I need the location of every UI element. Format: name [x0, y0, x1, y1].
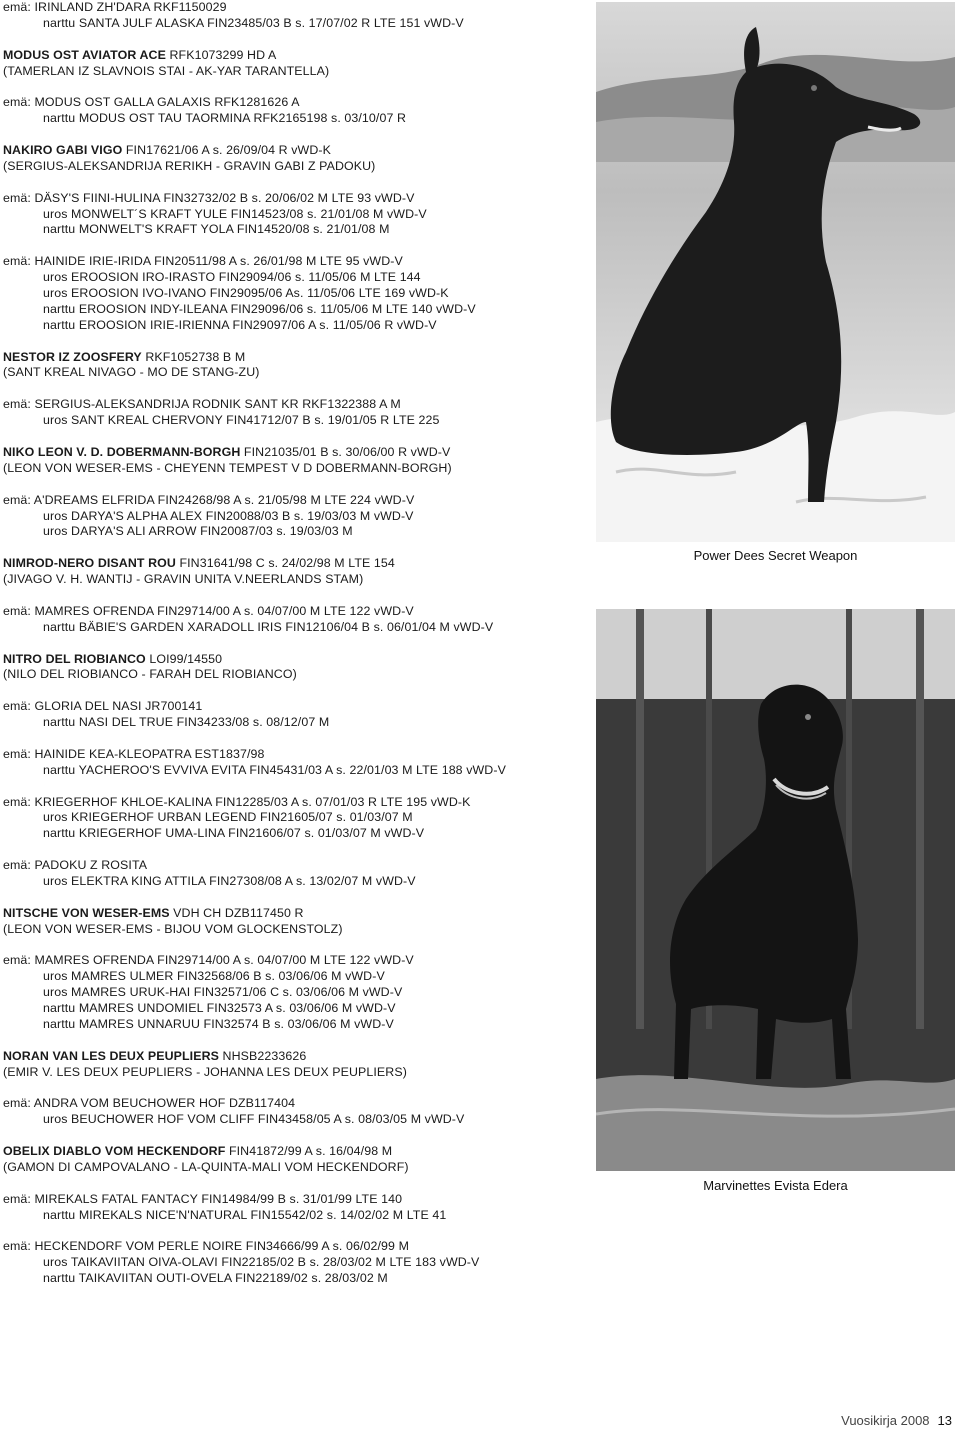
text-line: uros ELEKTRA KING ATTILA FIN27308/08 A s. 13/02/07 M vWD-V: [43, 873, 416, 888]
text-line: narttu EROOSION INDY-ILEANA FIN29096/06 s. 11/05/06 M LTE 140 vWD-V: [43, 301, 476, 316]
dog-photo-snow: [596, 2, 955, 542]
text-line: uros MONWELT´S KRAFT YULE FIN14523/08 s. 21/01/08 M vWD-V: [43, 206, 427, 221]
dog-registration: FIN21035/01 B s. 30/06/00 R vWD-V: [240, 444, 451, 459]
text-line: emä: DÄSY'S FIINI-HULINA FIN32732/02 B s. 20/06/02 M LTE 93 vWD-V: [3, 190, 415, 205]
text-line: uros KRIEGERHOF URBAN LEGEND FIN21605/07 s. 01/03/07 M: [43, 810, 413, 825]
dog-entry-heading: [3, 143, 588, 159]
text-line: narttu NASI DEL TRUE FIN34233/08 s. 08/12/07 M: [43, 715, 330, 730]
text-line: uros SANT KREAL CHERVONY FIN41712/07 B s. 19/01/05 R LTE 225: [43, 413, 440, 428]
text-line: emä: A'DREAMS ELFRIDA FIN24268/98 A s. 21/05/98 M LTE 224 vWD-V: [3, 492, 415, 507]
dog-photo-stone: [596, 609, 955, 1171]
text-line: emä: GLORIA DEL NASI JR700141: [3, 699, 203, 714]
text-line: narttu MODUS OST TAU TAORMINA RFK2165198 s. 03/10/07 R: [43, 111, 407, 126]
text-line: (LEON VON WESER-EMS - CHEYENN TEMPEST V D DOBERMANN-BORGH): [3, 460, 452, 475]
text-line: narttu MAMRES UNDOMIEL FIN32573 A s. 03/06/06 M vWD-V: [43, 1001, 396, 1016]
dog-entry-heading: [3, 1144, 588, 1160]
text-line: narttu SANTA JULF ALASKA FIN23485/03 B s. 17/07/02 R LTE 151 vWD-V: [43, 15, 464, 30]
dog-entry-heading: [3, 906, 588, 922]
dog-registration: NHSB2233626: [219, 1048, 307, 1063]
dog-registration: VDH CH DZB117450 R: [169, 905, 304, 920]
dog-entry-heading: [3, 1049, 588, 1065]
text-line: uros MAMRES ULMER FIN32568/06 B s. 03/06/06 M vWD-V: [43, 969, 385, 984]
text-line: narttu MAMRES UNNARUU FIN32574 B s. 03/06/06 M vWD-V: [43, 1017, 394, 1031]
photo-caption: Power Dees Secret Weapon: [693, 548, 858, 563]
dog-entry-heading: [3, 445, 588, 461]
text-line: (JIVAGO V. H. WANTIJ - GRAVIN UNITA V.NEERLANDS STAM): [3, 572, 364, 587]
text-line: uros TAIKAVIITAN OIVA-OLAVI FIN22185/02 B s. 28/03/02 M LTE 183 vWD-V: [43, 1255, 480, 1270]
dog-registration: FIN17621/06 A s. 26/09/04 R vWD-K: [122, 143, 331, 158]
dog-name: NESTOR IZ ZOOSFERY: [3, 349, 142, 364]
dog-name: NIKO LEON V. D. DOBERMANN-BORGH: [3, 444, 241, 459]
text-line: (LEON VON WESER-EMS - BIJOU VOM GLOCKENSTOLZ): [3, 921, 343, 936]
dog-registration: LOI99/14550: [145, 651, 223, 666]
text-line: narttu KRIEGERHOF UMA-LINA FIN21606/07 s. 01/03/07 M vWD-V: [43, 826, 425, 841]
dog-registration: RFK1073299 HD A: [165, 47, 277, 62]
text-line: narttu MIREKALS NICE'N'NATURAL FIN15542/02 s. 14/02/02 M LTE 41: [43, 1207, 447, 1222]
text-line: emä: MIREKALS FATAL FANTACY FIN14984/99 B s. 31/01/99 LTE 140: [3, 1191, 403, 1206]
text-line: (SANT KREAL NIVAGO - MO DE STANG-ZU): [3, 365, 260, 380]
text-line: emä: PADOKU Z ROSITA: [3, 858, 148, 873]
dog-registration: FIN31641/98 C s. 24/02/98 M LTE 154: [175, 556, 395, 571]
text-line: uros DARYA'S ALI ARROW FIN20087/03 s. 19/03/03 M: [43, 524, 353, 539]
text-line: emä: MAMRES OFRENDA FIN29714/00 A s. 04/07/00 M LTE 122 vWD-V: [3, 953, 414, 968]
text-line: narttu TAIKAVIITAN OUTI-OVELA FIN22189/02 s. 28/03/02 M: [43, 1271, 388, 1286]
text-line: (EMIR V. LES DEUX PEUPLIERS - JOHANNA LES DEUX PEUPLIERS): [3, 1064, 407, 1079]
dog-name: NITRO DEL RIOBIANCO: [3, 651, 146, 666]
text-line: emä: ANDRA VOM BEUCHOWER HOF DZB117404: [3, 1096, 296, 1111]
page-footer: [841, 1413, 952, 1428]
text-line: uros EROOSION IRO-IRASTO FIN29094/06 s. 11/05/06 M LTE 144: [43, 270, 421, 285]
text-line: uros MAMRES URUK-HAI FIN32571/06 C s. 03/06/06 M vWD-V: [43, 985, 403, 1000]
text-line: emä: KRIEGERHOF KHLOE-KALINA FIN12285/03 A s. 07/01/03 R LTE 195 vWD-K: [3, 794, 471, 809]
text-line: emä: HECKENDORF VOM PERLE NOIRE FIN34666/99 A s. 06/02/99 M: [3, 1239, 409, 1254]
dog-entry-heading: [3, 652, 588, 668]
text-line: emä: HAINIDE KEA-KLEOPATRA EST1837/98: [3, 746, 265, 761]
dog-name: NORAN VAN LES DEUX PEUPLIERS: [3, 1048, 219, 1063]
dog-entry-heading: [3, 556, 588, 572]
text-line: emä: HAINIDE IRIE-IRIDA FIN20511/98 A s. 26/01/98 M LTE 95 vWD-V: [3, 254, 403, 269]
text-line: (NILO DEL RIOBIANCO - FARAH DEL RIOBIANCO): [3, 667, 297, 682]
dog-name: NITSCHE VON WESER-EMS: [3, 905, 170, 920]
dog-name: NAKIRO GABI VIGO: [3, 143, 123, 158]
text-line: emä: IRINLAND ZH'DARA RKF1150029: [3, 0, 227, 14]
text-line: uros DARYA'S ALPHA ALEX FIN20088/03 B s. 19/03/03 M vWD-V: [43, 508, 414, 523]
dog-entry-heading: [3, 48, 588, 64]
photo-caption: Marvinettes Evista Edera: [703, 1178, 848, 1193]
text-line: narttu MONWELT'S KRAFT YOLA FIN14520/08 s. 21/01/08 M: [43, 222, 390, 237]
page-number: 13: [937, 1413, 952, 1428]
text-line: (SERGIUS-ALEKSANDRIJA RERIKH - GRAVIN GABI Z PADOKU): [3, 158, 376, 173]
dog-entry-heading: [3, 350, 588, 366]
text-line: emä: MODUS OST GALLA GALAXIS RFK1281626 A: [3, 95, 300, 110]
dog-registration: RKF1052738 B M: [141, 349, 246, 364]
text-line: emä: SERGIUS-ALEKSANDRIJA RODNIK SANT KR RKF1322388 A M: [3, 397, 401, 412]
text-line: (TAMERLAN IZ SLAVNOIS STAI - AK-YAR TARANTELLA): [3, 63, 330, 78]
text-line: emä: MAMRES OFRENDA FIN29714/00 A s. 04/07/00 M LTE 122 vWD-V: [3, 603, 414, 618]
dog-name: MODUS OST AVIATOR ACE: [3, 47, 166, 62]
text-line: narttu YACHEROO'S EVVIVA EVITA FIN45431/03 A s. 22/01/03 M LTE 188 vWD-V: [43, 762, 506, 777]
dog-registration: FIN41872/99 A s. 16/04/98 M: [225, 1144, 393, 1159]
publication-title: Vuosikirja 2008: [841, 1413, 930, 1428]
pedigree-text-column: [3, 0, 588, 1287]
dog-name: OBELIX DIABLO VOM HECKENDORF: [3, 1144, 226, 1159]
text-line: narttu BÄBIE'S GARDEN XARADOLL IRIS FIN12106/04 B s. 06/01/04 M vWD-V: [43, 619, 494, 634]
text-line: uros EROOSION IVO-IVANO FIN29095/06 As. 11/05/06 LTE 169 vWD-K: [43, 286, 449, 301]
text-line: (GAMON DI CAMPOVALANO - LA-QUINTA-MALI VOM HECKENDORF): [3, 1160, 409, 1175]
dog-name: NIMROD-NERO DISANT ROU: [3, 556, 176, 571]
text-line: narttu EROOSION IRIE-IRIENNA FIN29097/06 A s. 11/05/06 R vWD-V: [43, 317, 437, 332]
text-line: uros BEUCHOWER HOF VOM CLIFF FIN43458/05 A s. 08/03/05 M vWD-V: [43, 1112, 465, 1127]
